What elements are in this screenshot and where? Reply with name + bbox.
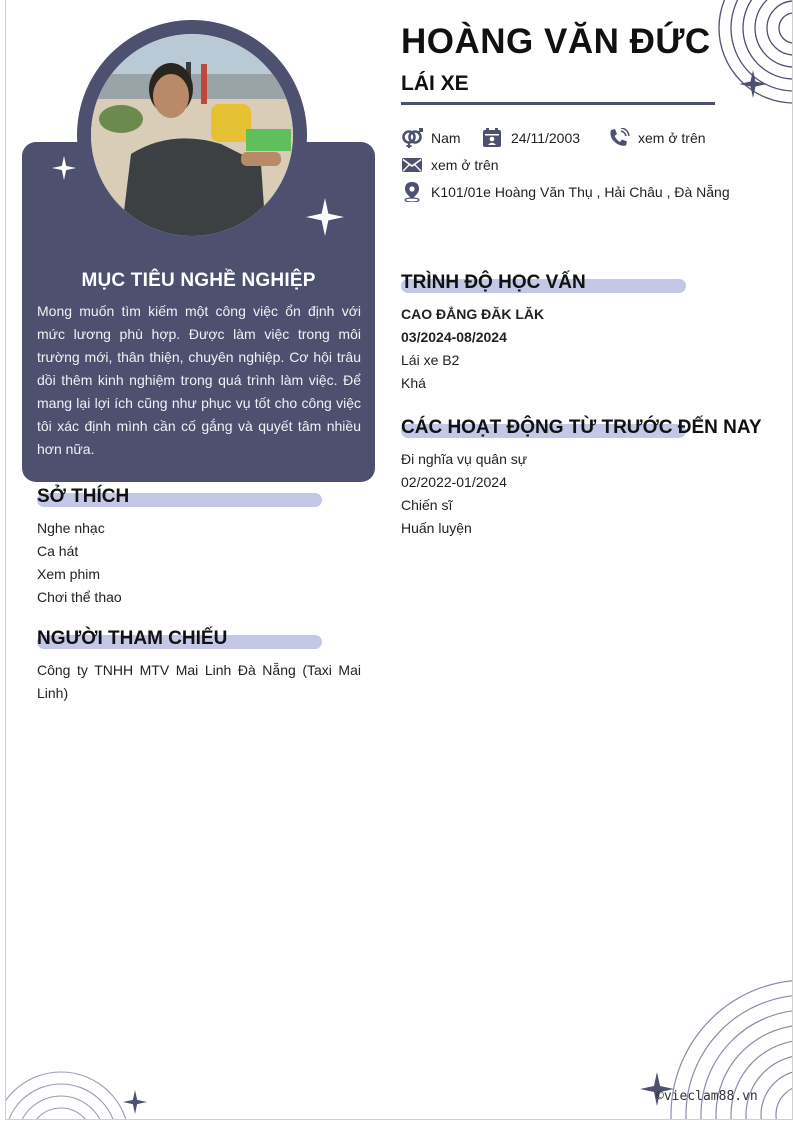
concentric-circles-decoration	[6, 1065, 126, 1120]
objective-text: Mong muốn tìm kiếm một công việc ổn định với mức lương phù hợp. Được làm việc trong môi trường mới, thân thiện, chuyên nghiệp. Cơ hội trâu dồi thêm kinh nghiệm trong quá trình làm việc. Để mang lại lợi ích cũng như phục vụ tốt cho công việc tôi xác định mình cần cố gắng và quyết tâm nhiều hơn nữa.	[37, 303, 361, 457]
gender-icon	[401, 128, 423, 148]
references-title: NGƯỜI THAM CHIẾU	[37, 628, 322, 650]
sparkle-star-icon	[306, 198, 344, 241]
references-text: Công ty TNHH MTV Mai Linh Đà Nẵng (Taxi Mai Linh)	[37, 662, 361, 701]
location-icon	[401, 182, 423, 202]
education-period: 03/2024-08/2024	[401, 329, 507, 345]
watermark: ©vieclam88.vn	[656, 1089, 758, 1104]
sparkle-star-icon	[52, 156, 76, 185]
hobbies-title: SỞ THÍCH	[37, 486, 322, 508]
sparkle-star-icon	[739, 70, 767, 98]
education-major: Lái xe B2	[401, 352, 460, 368]
education-title: TRÌNH ĐỘ HỌC VẤN	[401, 272, 686, 294]
title-divider	[401, 102, 715, 105]
candidate-name: HOÀNG VĂN ĐỨC	[401, 22, 711, 61]
email-icon	[401, 155, 423, 175]
phone-icon	[608, 128, 630, 148]
calendar-icon	[481, 128, 503, 148]
activity-period: 02/2022-01/2024	[401, 474, 507, 490]
objective-title: MỤC TIÊU NGHỀ NGHIỆP	[81, 270, 316, 291]
contact-gender: Nam	[401, 128, 461, 148]
hobbies-list	[37, 517, 122, 609]
sparkle-star-icon	[123, 1090, 147, 1114]
activities-title: CÁC HOẠT ĐỘNG TỪ TRƯỚC ĐẾN NAY	[401, 417, 762, 438]
activity-name: Đi nghĩa vụ quân sự	[401, 451, 528, 467]
profile-photo	[91, 34, 293, 236]
job-title: LÁI XE	[401, 72, 469, 95]
contact-email: xem ở trên	[401, 155, 499, 175]
list-item: Ca hát	[37, 543, 79, 559]
activity-description: Huấn luyện	[401, 520, 472, 536]
contact-address: K101/01e Hoàng Văn Thụ , Hải Châu , Đà Nẵng	[401, 182, 730, 202]
education-details	[401, 303, 544, 395]
contact-birthdate: 24/11/2003	[481, 128, 580, 148]
contact-phone: xem ở trên	[608, 128, 706, 148]
education-school: CAO ĐẲNG ĐĂK LĂK	[401, 306, 545, 322]
activity-role: Chiến sĩ	[401, 497, 453, 513]
list-item: Nghe nhạc	[37, 520, 105, 536]
education-grade: Khá	[401, 375, 426, 391]
list-item: Chơi thể thao	[37, 589, 122, 605]
activities-details	[401, 448, 527, 540]
cv-page	[5, 0, 793, 1120]
list-item: Xem phim	[37, 566, 101, 582]
